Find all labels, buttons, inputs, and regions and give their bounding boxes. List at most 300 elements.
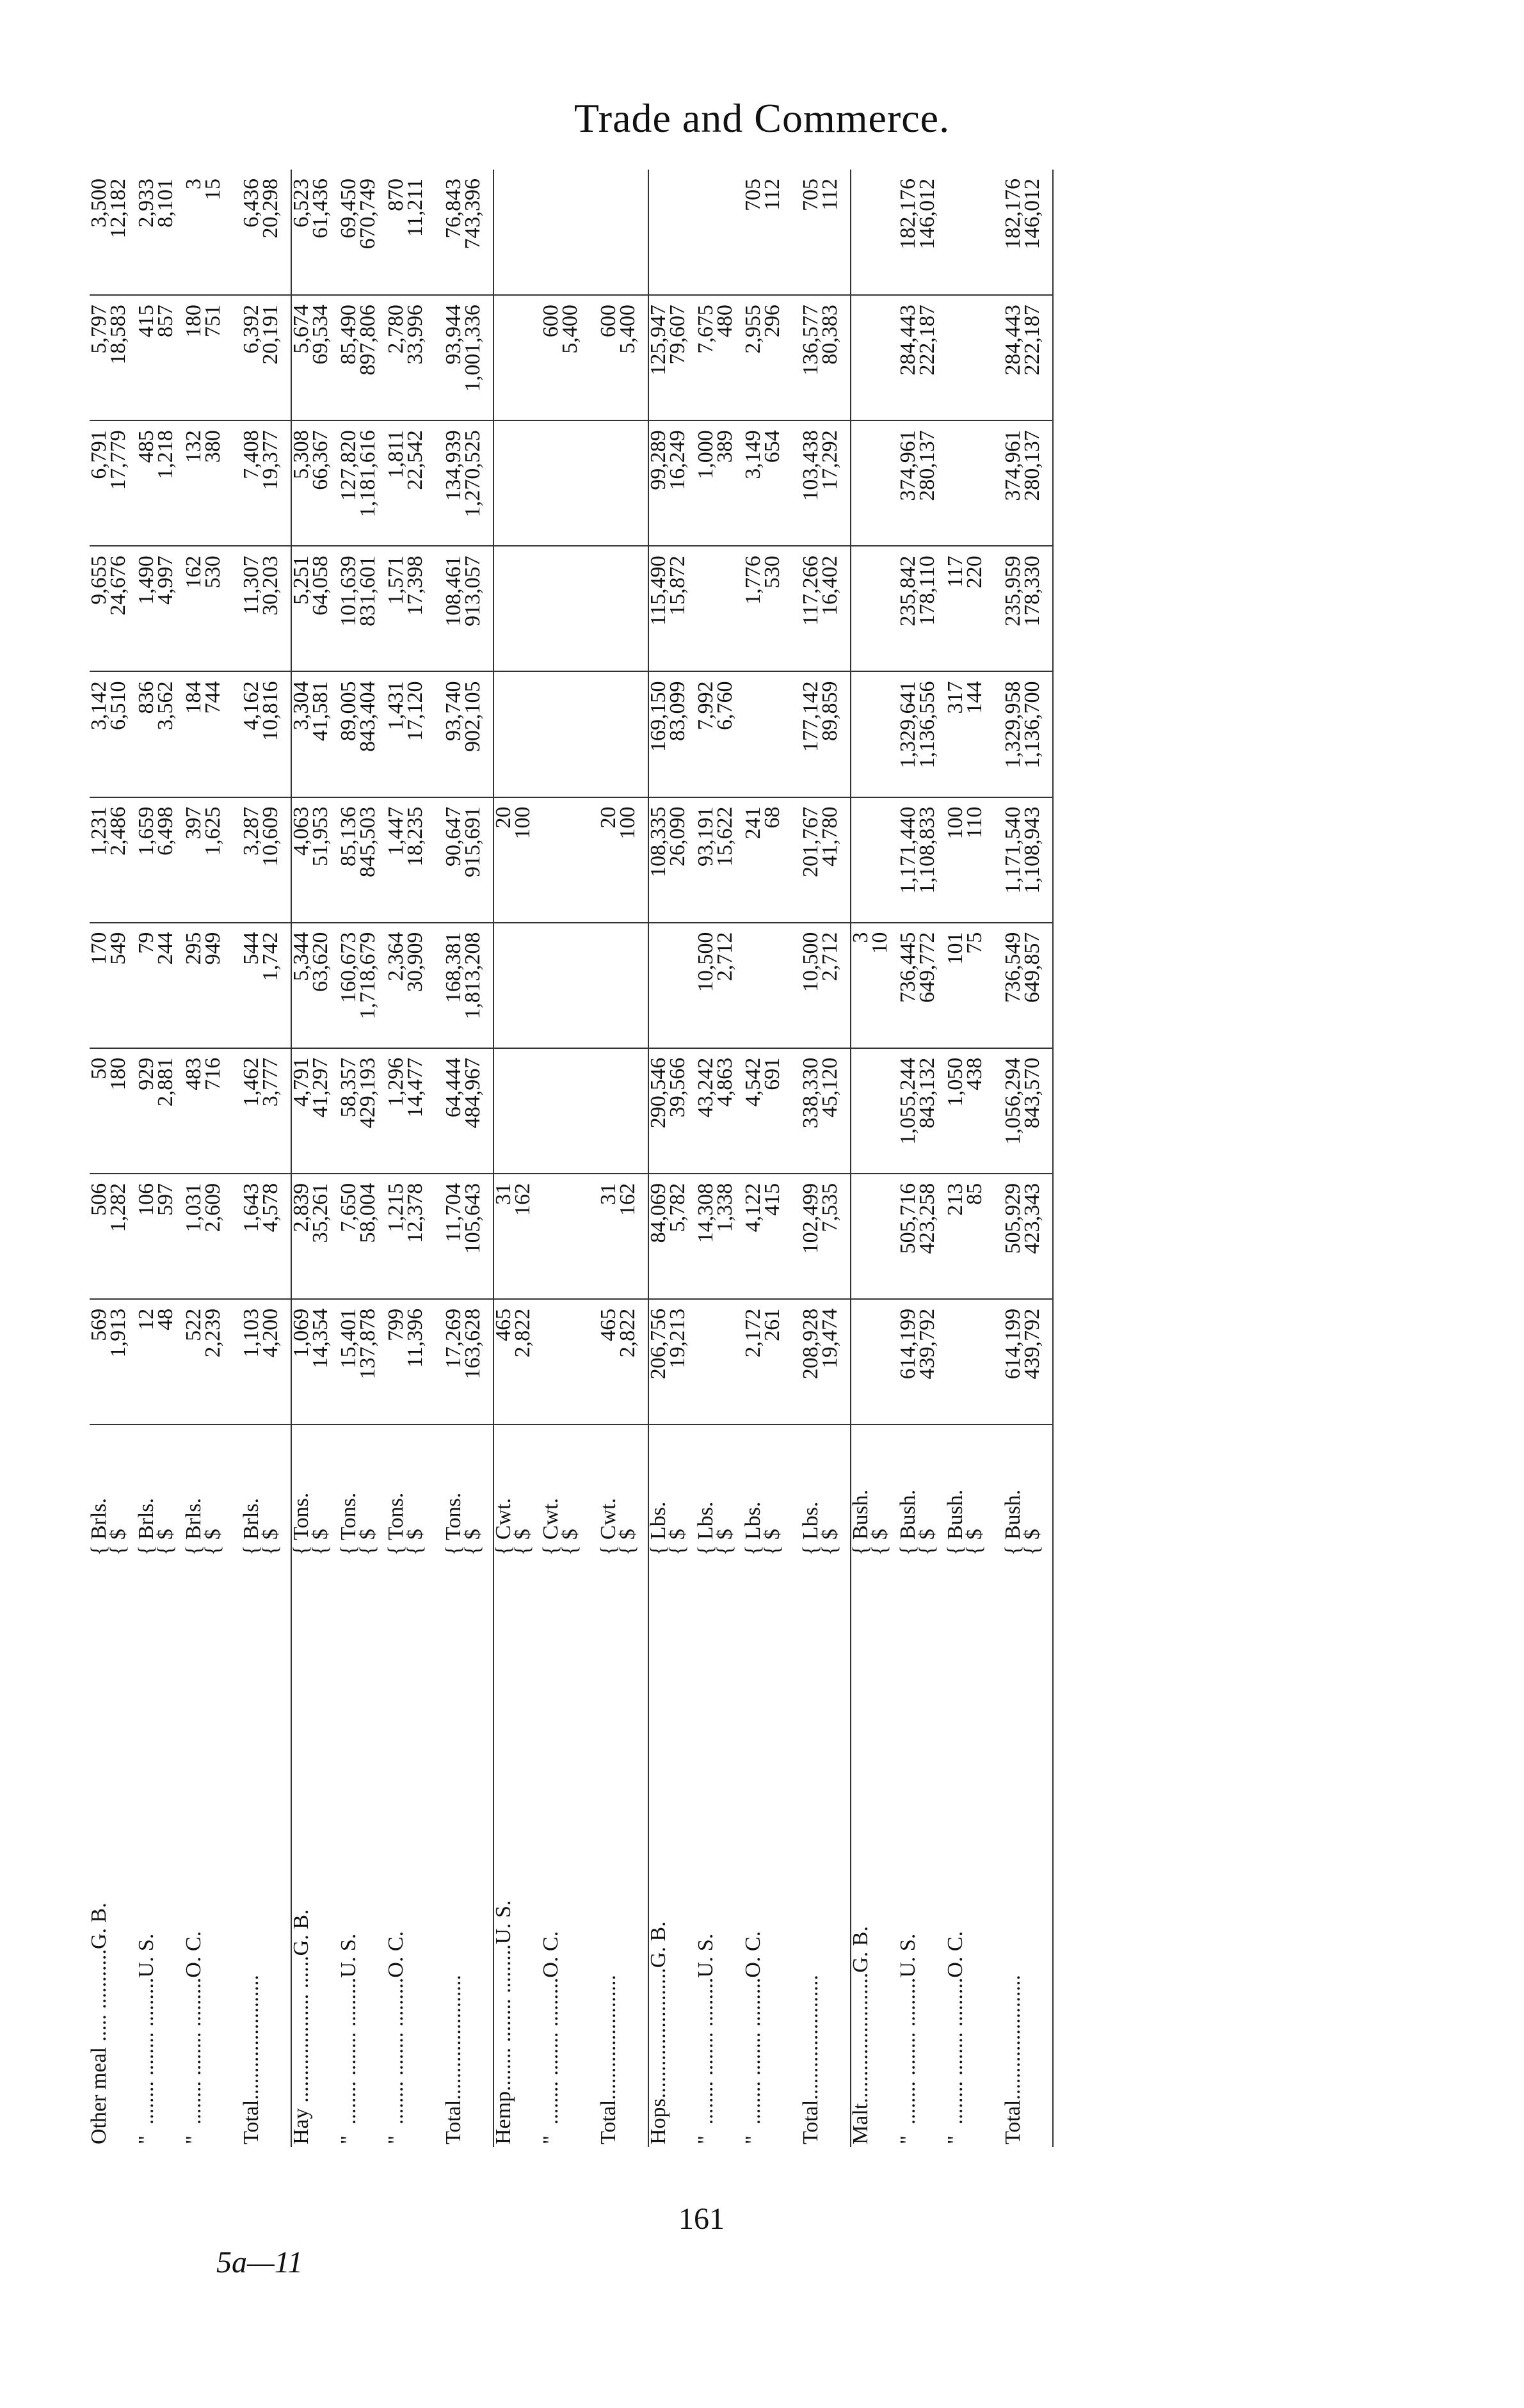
value-cell: 2,609 bbox=[204, 1174, 232, 1299]
value-cell: 374,961 bbox=[993, 420, 1023, 546]
value-cell: 1,625 bbox=[204, 797, 232, 923]
value-cell: 1,136,556 bbox=[918, 671, 946, 797]
value-cell: 870 bbox=[384, 179, 408, 211]
value-cell: 41,581 bbox=[311, 671, 339, 797]
value-cell: 1,431 bbox=[387, 671, 406, 797]
value-cell: 929 bbox=[137, 1048, 156, 1174]
value-cell: 1,108,833 bbox=[918, 797, 946, 923]
value-cell: 89,005 bbox=[339, 671, 358, 797]
table-row bbox=[434, 170, 463, 2147]
value-cell: 182,176 bbox=[896, 179, 920, 250]
value-cell: 2,933 bbox=[134, 179, 158, 228]
value-cell: 4,063 bbox=[291, 797, 311, 923]
page-title: Trade and Commerce. bbox=[574, 95, 950, 141]
value-cell bbox=[851, 1048, 870, 1174]
statistics-table bbox=[87, 170, 1054, 2147]
value-cell: 168,381 bbox=[434, 923, 463, 1048]
value-cell: 134,939 bbox=[434, 420, 463, 546]
table-row bbox=[851, 170, 870, 2147]
value-cell: 2,364 bbox=[387, 923, 406, 1048]
value-cell: 7,650 bbox=[339, 1174, 358, 1299]
value-cell: 465 bbox=[493, 1299, 513, 1424]
value-cell bbox=[541, 546, 561, 671]
value-cell: 3,304 bbox=[291, 671, 311, 797]
row-unit: { Bush. bbox=[851, 1424, 870, 1559]
value-cell: 4,200 bbox=[261, 1299, 291, 1424]
row-unit: { Bush. bbox=[946, 1424, 965, 1559]
table-row bbox=[232, 170, 261, 2147]
value-cell: 2,780 bbox=[387, 295, 406, 420]
value-cell: 16,402 bbox=[821, 546, 851, 671]
value-cell: 127,820 bbox=[339, 420, 358, 546]
value-cell: 84,069 bbox=[648, 1174, 668, 1299]
value-cell: 1,056,294 bbox=[993, 1048, 1023, 1174]
value-cell: 6,760 bbox=[716, 671, 744, 797]
value-cell: 1,447 bbox=[387, 797, 406, 923]
value-cell: 64,444 bbox=[434, 1048, 463, 1174]
value-cell: 915,691 bbox=[463, 797, 493, 923]
table-row bbox=[618, 170, 648, 2147]
value-cell: 3,287 bbox=[232, 797, 261, 923]
value-cell bbox=[561, 420, 589, 546]
value-cell: 2,239 bbox=[204, 1299, 232, 1424]
value-cell: 569 bbox=[90, 1299, 109, 1424]
value-cell: 85,490 bbox=[339, 295, 358, 420]
row-label bbox=[668, 1559, 696, 2147]
value-cell: 423,258 bbox=[918, 1174, 946, 1299]
value-cell: 5,400 bbox=[561, 295, 589, 420]
value-cell: 2,712 bbox=[821, 923, 851, 1048]
row-label: Malt........................G. B. bbox=[849, 1926, 872, 2144]
value-cell bbox=[589, 420, 618, 546]
table-row bbox=[965, 170, 993, 2147]
value-cell: 75 bbox=[965, 923, 993, 1048]
value-cell: 93,944 bbox=[434, 295, 463, 420]
value-cell: 317 bbox=[946, 671, 965, 797]
value-cell: 103,438 bbox=[791, 420, 821, 546]
value-cell: 19,474 bbox=[821, 1299, 851, 1424]
row-label bbox=[358, 1559, 387, 2147]
value-cell: 902,105 bbox=[463, 671, 493, 797]
value-cell: 4,997 bbox=[156, 546, 184, 671]
value-cell: 112 bbox=[760, 179, 784, 211]
row-unit: { Lbs. bbox=[696, 1424, 716, 1559]
value-cell bbox=[513, 923, 541, 1048]
value-cell: 105,643 bbox=[463, 1174, 493, 1299]
page-number: 161 bbox=[678, 2202, 725, 2236]
table-row bbox=[744, 170, 763, 2147]
row-unit: { Lbs. bbox=[791, 1424, 821, 1559]
value-cell bbox=[744, 671, 763, 797]
value-cell: 108,461 bbox=[434, 546, 463, 671]
value-cell: 101 bbox=[946, 923, 965, 1048]
row-label: " ........ ........ .........U. S. bbox=[134, 1933, 158, 2144]
value-cell: 649,857 bbox=[1023, 923, 1053, 1048]
value-cell: 2,822 bbox=[513, 1299, 541, 1424]
value-cell: 2,881 bbox=[156, 1048, 184, 1174]
row-label: Hops........................G. B. bbox=[646, 1921, 670, 2144]
row-unit: { $ bbox=[358, 1424, 387, 1559]
value-cell: 4,542 bbox=[744, 1048, 763, 1174]
value-cell: 5,674 bbox=[291, 295, 311, 420]
value-cell bbox=[851, 295, 870, 420]
row-label: " ........ ........ .........O. C. bbox=[539, 1931, 563, 2144]
value-cell bbox=[648, 923, 668, 1048]
value-cell: 3,149 bbox=[744, 420, 763, 546]
value-cell: 649,772 bbox=[918, 923, 946, 1048]
value-cell bbox=[965, 170, 993, 295]
value-cell: 1,103 bbox=[232, 1299, 261, 1424]
row-label bbox=[763, 1559, 791, 2147]
value-cell: 125,947 bbox=[648, 295, 668, 420]
row-label bbox=[561, 1559, 589, 2147]
value-cell bbox=[851, 170, 870, 295]
value-cell: 1,811 bbox=[387, 420, 406, 546]
value-cell: 295 bbox=[184, 923, 204, 1048]
value-cell: 66,367 bbox=[311, 420, 339, 546]
value-cell: 10 bbox=[870, 923, 899, 1048]
signature-mark: 5a—11 bbox=[216, 2245, 303, 2279]
value-cell bbox=[541, 671, 561, 797]
value-cell: 4,122 bbox=[744, 1174, 763, 1299]
value-cell: 1,659 bbox=[137, 797, 156, 923]
value-cell bbox=[946, 420, 965, 546]
row-unit: { $ bbox=[618, 1424, 648, 1559]
value-cell: 2,955 bbox=[744, 295, 763, 420]
value-cell: 3 bbox=[182, 179, 205, 189]
value-cell: 716 bbox=[204, 1048, 232, 1174]
value-cell: 15 bbox=[201, 179, 225, 200]
value-cell: 235,842 bbox=[899, 546, 918, 671]
value-cell bbox=[589, 923, 618, 1048]
value-cell: 1,231 bbox=[90, 797, 109, 923]
value-cell: 439,792 bbox=[1023, 1299, 1053, 1424]
value-cell: 162 bbox=[513, 1174, 541, 1299]
value-cell: 184 bbox=[184, 671, 204, 797]
row-unit: { Brls. bbox=[184, 1424, 204, 1559]
value-cell: 397 bbox=[184, 797, 204, 923]
value-cell: 280,137 bbox=[1023, 420, 1053, 546]
value-cell: 41,297 bbox=[311, 1048, 339, 1174]
value-cell: 845,503 bbox=[358, 797, 387, 923]
value-cell: 1,171,440 bbox=[899, 797, 918, 923]
value-cell: 90,647 bbox=[434, 797, 463, 923]
value-cell: 913,057 bbox=[463, 546, 493, 671]
value-cell: 69,450 bbox=[337, 179, 360, 239]
value-cell bbox=[513, 546, 541, 671]
value-cell: 483 bbox=[184, 1048, 204, 1174]
value-cell: 64,058 bbox=[311, 546, 339, 671]
value-cell: 106 bbox=[137, 1174, 156, 1299]
value-cell: 17,269 bbox=[434, 1299, 463, 1424]
table-row bbox=[204, 170, 232, 2147]
row-unit: { Brls. bbox=[232, 1424, 261, 1559]
value-cell bbox=[493, 1048, 513, 1174]
row-label: Total....................... bbox=[799, 1975, 822, 2144]
value-cell: 799 bbox=[387, 1299, 406, 1424]
value-cell: 736,445 bbox=[899, 923, 918, 1048]
row-unit: { $ bbox=[716, 1424, 744, 1559]
table-row bbox=[870, 170, 899, 2147]
value-cell: 1,329,958 bbox=[993, 671, 1023, 797]
row-label bbox=[261, 1559, 291, 2147]
value-cell bbox=[851, 420, 870, 546]
value-cell: 439,792 bbox=[918, 1299, 946, 1424]
table-row bbox=[184, 170, 204, 2147]
value-cell bbox=[493, 923, 513, 1048]
value-cell: 61,436 bbox=[309, 179, 332, 239]
value-cell: 1,181,616 bbox=[358, 420, 387, 546]
value-cell: 480 bbox=[716, 295, 744, 420]
value-cell: 6,510 bbox=[109, 671, 137, 797]
value-cell: 415 bbox=[137, 295, 156, 420]
value-cell bbox=[541, 1299, 561, 1424]
value-cell: 380 bbox=[204, 420, 232, 546]
value-cell: 6,791 bbox=[90, 420, 109, 546]
value-cell bbox=[513, 170, 541, 295]
value-cell bbox=[618, 170, 648, 295]
value-cell bbox=[668, 170, 696, 295]
value-cell: 39,566 bbox=[668, 1048, 696, 1174]
value-cell: 614,199 bbox=[993, 1299, 1023, 1424]
value-cell: 180 bbox=[109, 1048, 137, 1174]
value-cell: 14,354 bbox=[311, 1299, 339, 1424]
row-label: Total....................... bbox=[597, 1975, 620, 2144]
value-cell: 3 bbox=[851, 923, 870, 1048]
row-label bbox=[618, 1559, 648, 2147]
value-cell: 100 bbox=[513, 797, 541, 923]
value-cell: 93,740 bbox=[434, 671, 463, 797]
value-cell bbox=[618, 1048, 648, 1174]
value-cell: 751 bbox=[204, 295, 232, 420]
row-label bbox=[1023, 1559, 1053, 2147]
value-cell bbox=[648, 170, 668, 295]
value-cell: 857 bbox=[156, 295, 184, 420]
value-cell: 235,959 bbox=[993, 546, 1023, 671]
value-cell: 178,110 bbox=[918, 546, 946, 671]
row-unit: { Bush. bbox=[993, 1424, 1023, 1559]
value-cell: 100 bbox=[618, 797, 648, 923]
value-cell: 6,392 bbox=[232, 295, 261, 420]
table-row bbox=[463, 170, 493, 2147]
value-cell: 31 bbox=[589, 1174, 618, 1299]
table-row bbox=[993, 170, 1023, 2147]
value-cell: 4,863 bbox=[716, 1048, 744, 1174]
value-cell: 76,843 bbox=[442, 179, 465, 239]
row-unit: { $ bbox=[109, 1424, 137, 1559]
value-cell: 241 bbox=[744, 797, 763, 923]
value-cell: 18,235 bbox=[406, 797, 434, 923]
value-cell: 50 bbox=[90, 1048, 109, 1174]
value-cell bbox=[513, 1048, 541, 1174]
row-unit: { $ bbox=[870, 1424, 899, 1559]
value-cell bbox=[696, 546, 716, 671]
value-cell bbox=[965, 295, 993, 420]
table-row bbox=[821, 170, 851, 2147]
value-cell: 220 bbox=[965, 546, 993, 671]
value-cell: 136,577 bbox=[791, 295, 821, 420]
value-cell: 3,777 bbox=[261, 1048, 291, 1174]
value-cell: 63,620 bbox=[311, 923, 339, 1048]
row-label: Total....................... bbox=[1001, 1975, 1025, 2144]
value-cell: 10,816 bbox=[261, 671, 291, 797]
value-cell bbox=[744, 923, 763, 1048]
value-cell: 1,329,641 bbox=[899, 671, 918, 797]
value-cell: 296 bbox=[763, 295, 791, 420]
row-label bbox=[406, 1559, 434, 2147]
value-cell: 48 bbox=[156, 1299, 184, 1424]
value-cell: 99,289 bbox=[648, 420, 668, 546]
value-cell bbox=[513, 295, 541, 420]
value-cell: 30,909 bbox=[406, 923, 434, 1048]
value-cell: 12,378 bbox=[406, 1174, 434, 1299]
row-unit: { $ bbox=[918, 1424, 946, 1559]
row-unit: { $ bbox=[821, 1424, 851, 1559]
value-cell: 5,251 bbox=[291, 546, 311, 671]
value-cell: 244 bbox=[156, 923, 184, 1048]
value-cell: 1,055,244 bbox=[899, 1048, 918, 1174]
value-cell: 484,967 bbox=[463, 1048, 493, 1174]
row-unit: { $ bbox=[965, 1424, 993, 1559]
value-cell: 600 bbox=[589, 295, 618, 420]
value-cell: 691 bbox=[763, 1048, 791, 1174]
value-cell: 1,296 bbox=[387, 1048, 406, 1174]
value-cell: 614,199 bbox=[899, 1299, 918, 1424]
value-cell: 16,249 bbox=[668, 420, 696, 546]
value-cell: 530 bbox=[204, 546, 232, 671]
value-cell: 24,676 bbox=[109, 546, 137, 671]
value-cell: 2,839 bbox=[291, 1174, 311, 1299]
table-row bbox=[358, 170, 387, 2147]
value-cell: 597 bbox=[156, 1174, 184, 1299]
value-cell bbox=[561, 923, 589, 1048]
value-cell bbox=[870, 420, 899, 546]
value-cell: 7,535 bbox=[821, 1174, 851, 1299]
row-label: " ........ ........ .........U. S. bbox=[896, 1933, 920, 2144]
value-cell: 736,549 bbox=[993, 923, 1023, 1048]
value-cell: 19,377 bbox=[261, 420, 291, 546]
value-cell: 1,490 bbox=[137, 546, 156, 671]
value-cell: 5,344 bbox=[291, 923, 311, 1048]
value-cell: 79,607 bbox=[668, 295, 696, 420]
value-cell: 20,191 bbox=[261, 295, 291, 420]
value-cell: 5,308 bbox=[291, 420, 311, 546]
value-cell bbox=[618, 420, 648, 546]
value-cell: 15,622 bbox=[716, 797, 744, 923]
value-cell: 1,000 bbox=[696, 420, 716, 546]
row-label bbox=[821, 1559, 851, 2147]
value-cell: 83,099 bbox=[668, 671, 696, 797]
value-cell bbox=[965, 420, 993, 546]
value-cell: 1,718,679 bbox=[358, 923, 387, 1048]
value-cell bbox=[493, 546, 513, 671]
value-cell: 284,443 bbox=[899, 295, 918, 420]
value-cell: 7,675 bbox=[696, 295, 716, 420]
row-unit: { Cwt. bbox=[589, 1424, 618, 1559]
value-cell: 6,436 bbox=[239, 179, 263, 228]
value-cell bbox=[870, 1048, 899, 1174]
value-cell: 744 bbox=[204, 671, 232, 797]
value-cell: 1,050 bbox=[946, 1048, 965, 1174]
value-cell: 506 bbox=[90, 1174, 109, 1299]
value-cell bbox=[870, 671, 899, 797]
value-cell: 68 bbox=[763, 797, 791, 923]
row-label bbox=[870, 1559, 899, 2147]
value-cell: 1,338 bbox=[716, 1174, 744, 1299]
value-cell: 169,150 bbox=[648, 671, 668, 797]
row-label: " ........ ........ .........O. C. bbox=[182, 1931, 205, 2144]
value-cell: 1,069 bbox=[291, 1299, 311, 1424]
value-cell: 2,172 bbox=[744, 1299, 763, 1424]
value-cell: 10,500 bbox=[696, 923, 716, 1048]
value-cell: 374,961 bbox=[899, 420, 918, 546]
value-cell: 93,191 bbox=[696, 797, 716, 923]
row-unit: { Tons. bbox=[291, 1424, 311, 1559]
value-cell: 14,477 bbox=[406, 1048, 434, 1174]
value-cell: 102,499 bbox=[791, 1174, 821, 1299]
value-cell: 222,187 bbox=[918, 295, 946, 420]
value-cell: 11,704 bbox=[434, 1174, 463, 1299]
value-cell bbox=[589, 546, 618, 671]
value-cell bbox=[561, 671, 589, 797]
value-cell: 423,343 bbox=[1023, 1174, 1053, 1299]
value-cell bbox=[870, 546, 899, 671]
value-cell: 522 bbox=[184, 1299, 204, 1424]
value-cell bbox=[493, 170, 513, 295]
value-cell: 280,137 bbox=[918, 420, 946, 546]
row-unit: { $ bbox=[1023, 1424, 1053, 1559]
value-cell: 14,308 bbox=[696, 1174, 716, 1299]
value-cell: 2,486 bbox=[109, 797, 137, 923]
value-cell: 897,806 bbox=[358, 295, 387, 420]
row-unit: { $ bbox=[311, 1424, 339, 1559]
value-cell: 1,776 bbox=[744, 546, 763, 671]
value-cell: 1,136,700 bbox=[1023, 671, 1053, 797]
value-cell: 505,929 bbox=[993, 1174, 1023, 1299]
value-cell: 8,101 bbox=[154, 179, 177, 228]
value-cell: 654 bbox=[763, 420, 791, 546]
value-cell: 1,643 bbox=[232, 1174, 261, 1299]
row-unit: { Bush. bbox=[899, 1424, 918, 1559]
row-label bbox=[513, 1559, 541, 2147]
row-label: Other meal ..... ...........G. B. bbox=[87, 1902, 111, 2144]
value-cell: 705 bbox=[799, 179, 822, 211]
value-cell: 12 bbox=[137, 1299, 156, 1424]
value-cell bbox=[561, 170, 589, 295]
value-cell bbox=[541, 797, 561, 923]
value-cell: 182,176 bbox=[1001, 179, 1025, 250]
value-cell: 670,749 bbox=[356, 179, 380, 250]
value-cell: 58,004 bbox=[358, 1174, 387, 1299]
value-cell: 213 bbox=[946, 1174, 965, 1299]
value-cell: 20 bbox=[589, 797, 618, 923]
value-cell: 10,500 bbox=[791, 923, 821, 1048]
value-cell: 1,913 bbox=[109, 1299, 137, 1424]
value-cell bbox=[561, 797, 589, 923]
row-label: " ........ ........ .........U. S. bbox=[337, 1933, 360, 2144]
table-row bbox=[406, 170, 434, 2147]
row-label: Hay .................... ......G. B. bbox=[289, 1909, 313, 2144]
value-cell bbox=[618, 671, 648, 797]
value-cell: 15,401 bbox=[339, 1299, 358, 1424]
row-label: " ........ ........ .........U. S. bbox=[694, 1933, 718, 2144]
value-cell: 2,712 bbox=[716, 923, 744, 1048]
value-cell bbox=[946, 170, 965, 295]
value-cell bbox=[618, 546, 648, 671]
row-label: " ........ ........ .........O. C. bbox=[384, 1931, 408, 2144]
row-unit: { $ bbox=[261, 1424, 291, 1559]
value-cell: 284,443 bbox=[993, 295, 1023, 420]
